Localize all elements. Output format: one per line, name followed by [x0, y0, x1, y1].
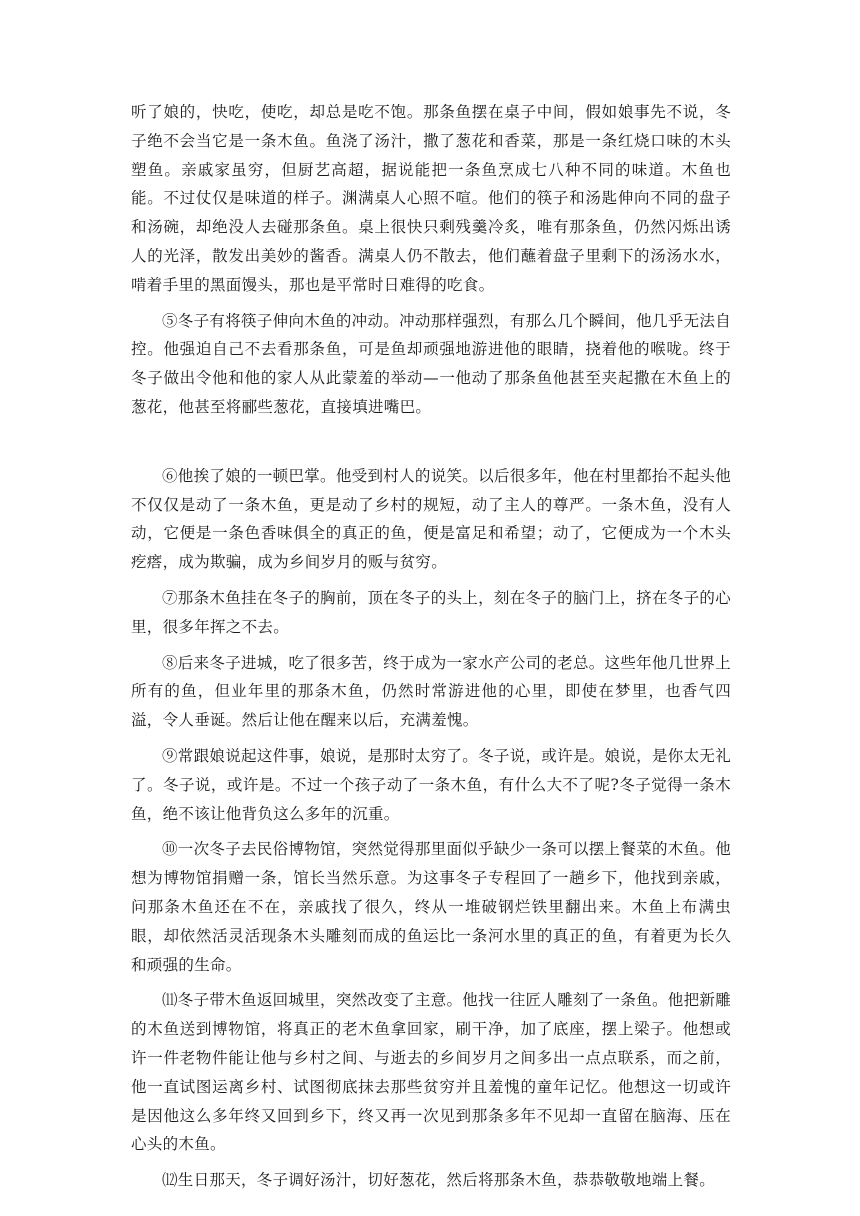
- paragraph-4-continued: 听了娘的，快吃，使吃，却总是吃不饱。那条鱼摆在桌子中间，假如娘事先不说，冬子绝不会当它是一条木鱼。鱼浇了汤汁，撒了葱花和香菜，那是一条红烧口味的木头塑鱼。亲戚家虽穷，但厨艺高超，据说能把一条鱼烹成七八种不同的味道。木鱼也能。不过仗仅是味道的样子。渊满桌人心照不喧。他们的筷子和汤匙伸向不同的盘子和汤碗，却绝没人去碰那条鱼。桌上很快只剩残羹冷炙，唯有那条鱼，仍然闪烁出诱人的光泽，散发出美妙的酱香。满桌人仍不散去，他们蘸着盘子里剩下的汤汤水水，啃着手里的黑面馒头，那也是平常时日难得的吃食。: [131, 103, 731, 294]
- paragraph-6: ⑥他挨了娘的一顿巴掌。他受到村人的说笑。以后很多年，他在村里都抬不起头他不仅仅是动了一条木鱼，更是动了乡村的规短，动了主人的尊严。一条木鱼，没有人动，它便是一条色香味俱全的真正的鱼，便是富足和希望；动了，它便成为一个木头疙瘩，成为欺骗，成为乡间岁月的贩与贫穷。: [131, 466, 731, 572]
- paragraph-11: ⑾冬子带木鱼返回城里，突然改变了主意。他找一往匠人雕刻了一条鱼。他把新雕的木鱼送到博物馆，将真正的老木鱼拿回家，刷干净，加了底座，摆上梁子。他想或许一件老物件能让他与乡村之间、与逝去的乡间岁月之间多出一点点联系，而之前，他一直试图运离乡村、试图彻底抹去那些贫穷并且羞愧的童年记忆。他想这一切或许是因他这么多年终又回到乡下，终又再一次见到那条多年不见却一直留在脑海、压在心头的木鱼。: [131, 991, 731, 1154]
- paragraph-8: ⑧后来冬子进城，吃了很多苦，终于成为一家水产公司的老总。这些年他几世界上所有的鱼，但业年里的那条木鱼，仍然时常游进他的心里，即使在梦里，也香气四溢，令人垂诞。然后让他在醒来以后，充满羞愧。: [131, 653, 731, 730]
- paragraph-10: ⑩一次冬子去民俗博物馆，突然觉得那里面似乎缺少一条可以摆上餐菜的木鱼。他想为博物馆捐赠一条，馆长当然乐意。为这事冬子专程回了一趟乡下，他找到亲戚，问那条木鱼还在不在，亲戚找了很久，终从一堆破钢烂铁里翻出来。木鱼上布满虫眼，却依然活灵活现条木头雕刻而成的鱼运比一条河水里的真正的鱼，有着更为长久和顽强的生命。: [131, 840, 731, 974]
- paragraph-12: ⑿生日那天，冬子调好汤汁，切好葱花，然后将那条木鱼，恭恭敬敬地端上餐。: [162, 1171, 716, 1190]
- paragraph-7: ⑦那条木鱼挂在冬子的胸前，顶在冬子的头上，刻在冬子的脑门上，挤在冬子的心里，很多年挥之不去。: [131, 588, 731, 636]
- document-body: [131, 98, 731, 1202]
- paragraph-9: ⑨常跟娘说起这件事，娘说，是那时太穷了。冬子说，或许是。娘说，是你太无礼了。冬子说，或许是。不过一个孩子动了一条木鱼，有什么大不了呢?冬子觉得一条木鱼，绝不该让他背负这么多年的沉重。: [131, 746, 731, 823]
- paragraph-5: ⑤冬子有将筷子伸向木鱼的冲动。冲动那样强烈，有那么几个瞬间，他几乎无法自控。他强迫自己不去看那条鱼，可是鱼却顽强地游进他的眼睛，挠着他的喉咙。终于冬子做出令他和他的家人从此蒙羞的举动—一他动了那条鱼他甚至夹起撒在木鱼上的葱花，他甚至将郦些葱花，直接填进嘴巴。: [131, 311, 731, 416]
